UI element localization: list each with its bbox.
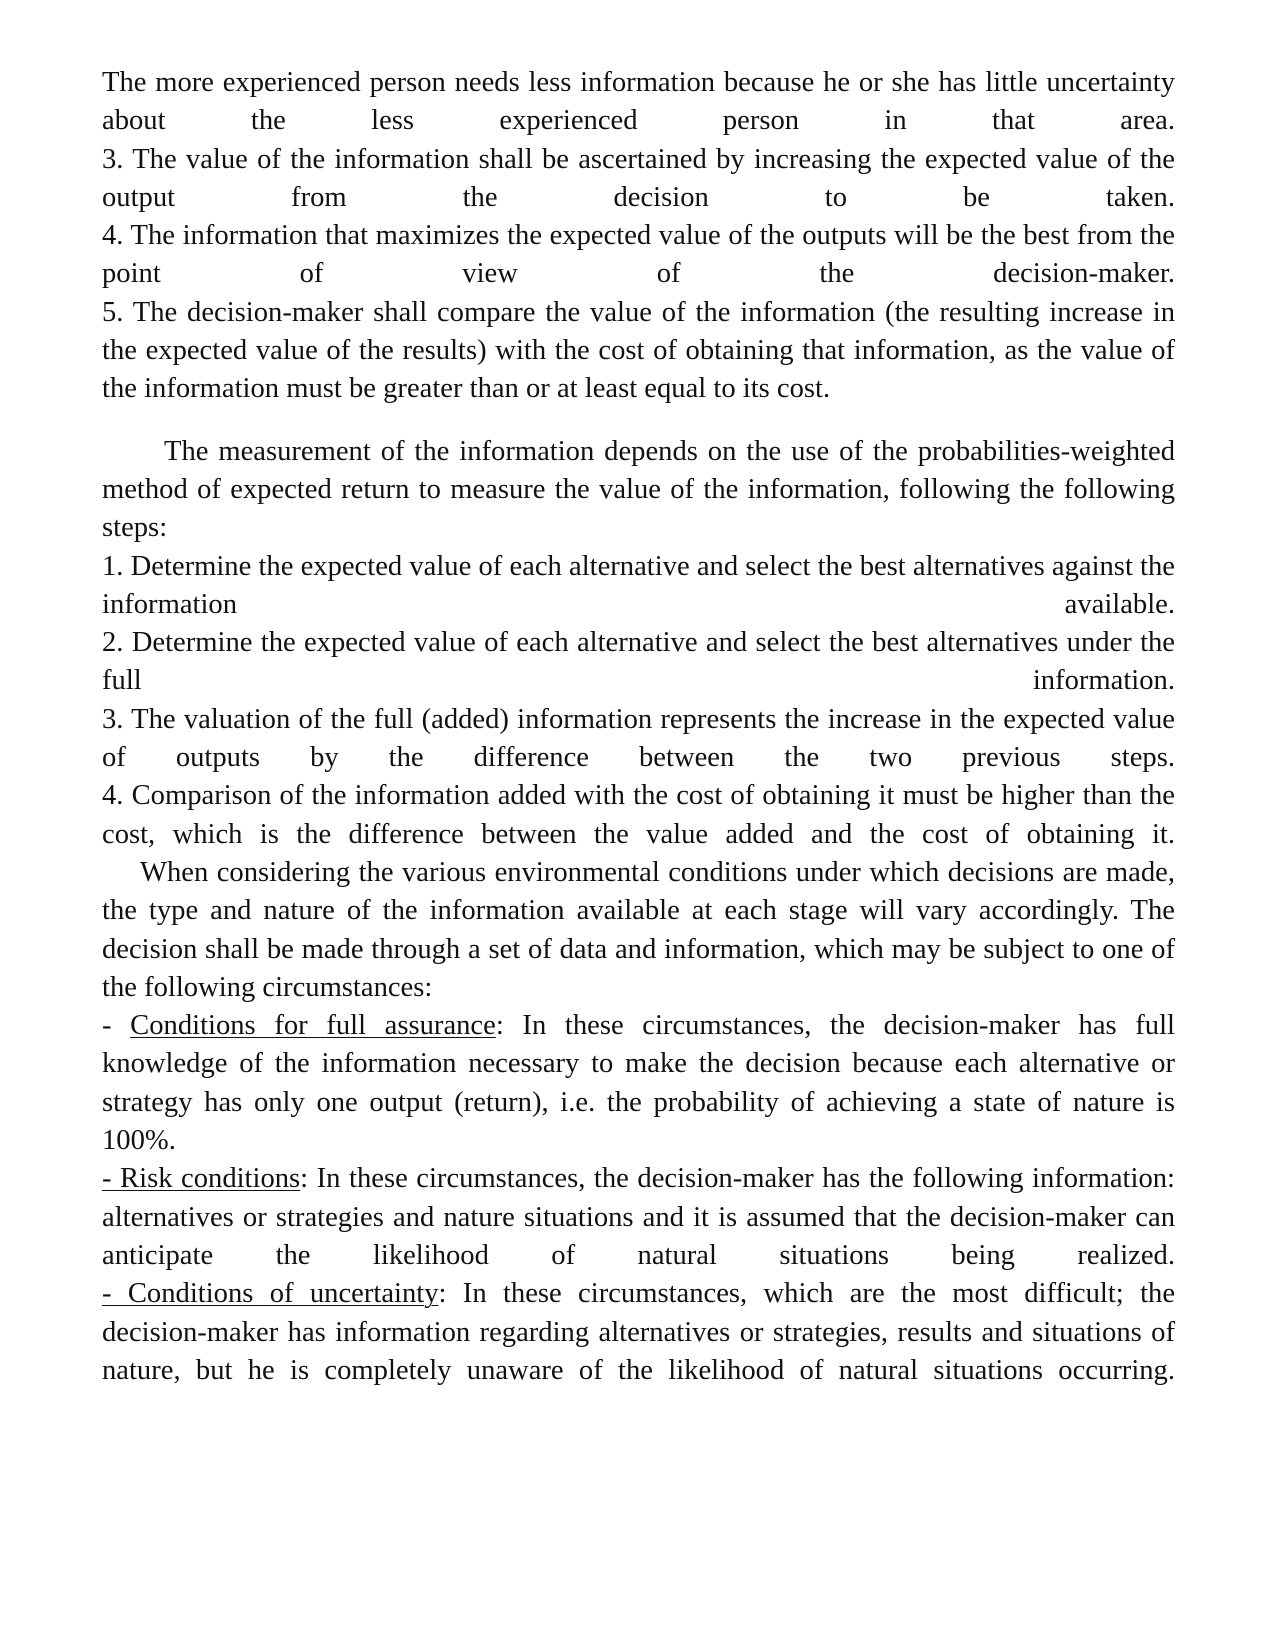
list-item-5-compare: 5. The decision-maker shall compare the value of the information (the resulting increase in the expected value of the results) with the cost of obtaining that information, as the value of the information must be greater than or at least equal to its cost. (102, 296, 1175, 405)
risk-conditions-heading: - Risk conditions (102, 1163, 301, 1195)
paragraph-gap (102, 409, 1175, 433)
step-1: 1. Determine the expected value of each alternative and select the best alternatives against the information available. (102, 550, 1175, 620)
full-assurance-heading: Conditions for full assurance (130, 1010, 496, 1042)
list-item-4-maximize: 4. The information that maximizes the expected value of the outputs will be the best from the point of view of the decision-maker. (102, 220, 1175, 290)
risk-conditions-body: : In these circumstances, the decision-maker has the following information: alternatives or strategies and nature situations and it is assumed that the decision-maker can anticipate the likelihood of natural situations being realized. (102, 1163, 1175, 1271)
uncertainty-body: : In these circumstances, which are the most difficult; the decision-maker has information regarding alternatives or strategies, results and situations of nature, but he is completely unaware of the likelihood of natural situations occurring. (102, 1278, 1176, 1386)
full-assurance-dash: - (102, 1010, 131, 1042)
step-3: 3. The valuation of the full (added) information represents the increase in the expected value of outputs by the difference between the two previous steps. (102, 703, 1175, 774)
paragraph-uncertainty (102, 1275, 1175, 1390)
paragraph-experience: The more experienced person needs less information because he or she has little uncertainty about the less experienced person in that area. (102, 67, 1175, 137)
paragraph-conditions-intro: When considering the various environmental conditions under which decisions are made, the type and nature of the information available at each stage will vary accordingly. The decision shall be made through a set of data and information, which may be subject to one of the following circumstances: (102, 856, 1175, 1003)
step-2: 2. Determine the expected value of each alternative and select the best alternatives under the full information. (102, 627, 1175, 697)
list-item-3-value: 3. The value of the information shall be ascertained by increasing the expected value of the output from the decision to be taken. (102, 143, 1175, 213)
step-4: 4. Comparison of the information added with the cost of obtaining it must be higher than the cost, which is the difference between the value added and the cost of obtaining it. (102, 780, 1175, 850)
uncertainty-heading: - Conditions of uncertainty (102, 1278, 439, 1310)
paragraph-measurement: The measurement of the information depends on the use of the probabilities-weighted method of expected return to measure the value of the information, following the following steps: (102, 435, 1175, 544)
document-page (102, 64, 1175, 1390)
paragraph-risk-conditions (102, 1160, 1175, 1275)
full-assurance-body: : In these circumstances, the decision-maker has full knowledge of the information necessary to make the decision because each alternative or strategy has only one output (return), i.e. the probability of achieving a state of nature is 100%. (102, 1010, 1175, 1157)
paragraph-full-assurance (102, 1007, 1175, 1160)
